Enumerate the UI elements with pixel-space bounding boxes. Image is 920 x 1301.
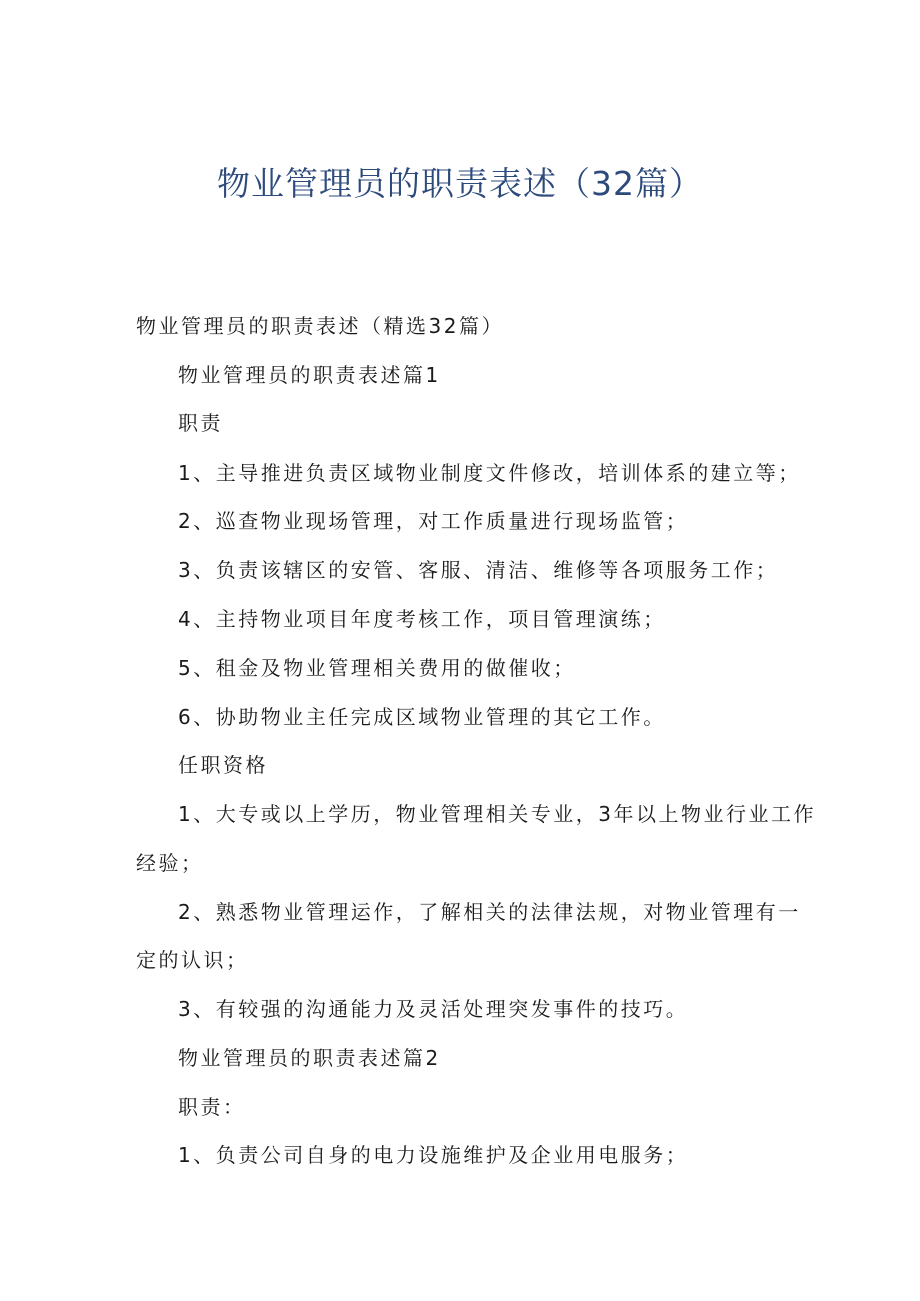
section-heading-1: 物业管理员的职责表述篇1: [178, 363, 441, 387]
duty-item-3: 3、负责该辖区的安管、客服、清洁、维修等各项服务工作；: [178, 558, 779, 582]
duty-item-1: 1、主导推进负责区域物业制度文件修改，培训体系的建立等；: [178, 461, 801, 485]
document-subtitle: 物业管理员的职责表述（精选32篇）: [136, 314, 504, 338]
duty-item-2-1: 1、负责公司自身的电力设施维护及企业用电服务；: [178, 1143, 689, 1167]
qualification-item-2-cont: 定的认识；: [136, 948, 249, 972]
qualification-item-1-cont: 经验；: [136, 851, 204, 875]
duties-heading-2: 职责：: [178, 1095, 246, 1119]
qualifications-heading: 任职资格: [178, 753, 268, 777]
section-heading-2: 物业管理员的职责表述篇2: [178, 1046, 441, 1070]
qualification-item-2: 2、熟悉物业管理运作，了解相关的法律法规，对物业管理有一: [178, 900, 801, 924]
duty-item-2: 2、巡查物业现场管理，对工作质量进行现场监管；: [178, 509, 689, 533]
duties-heading-1: 职责: [178, 411, 223, 435]
duty-item-4: 4、主持物业项目年度考核工作，项目管理演练；: [178, 607, 666, 631]
qualification-item-3: 3、有较强的沟通能力及灵活处理突发事件的技巧。: [178, 997, 689, 1021]
document-title: 物业管理员的职责表述（32篇）: [217, 164, 703, 203]
duty-item-6: 6、协助物业主任完成区域物业管理的其它工作。: [178, 705, 666, 729]
qualification-item-1: 1、大专或以上学历，物业管理相关专业，3年以上物业行业工作: [178, 802, 816, 826]
duty-item-5: 5、租金及物业管理相关费用的做催收；: [178, 656, 576, 680]
